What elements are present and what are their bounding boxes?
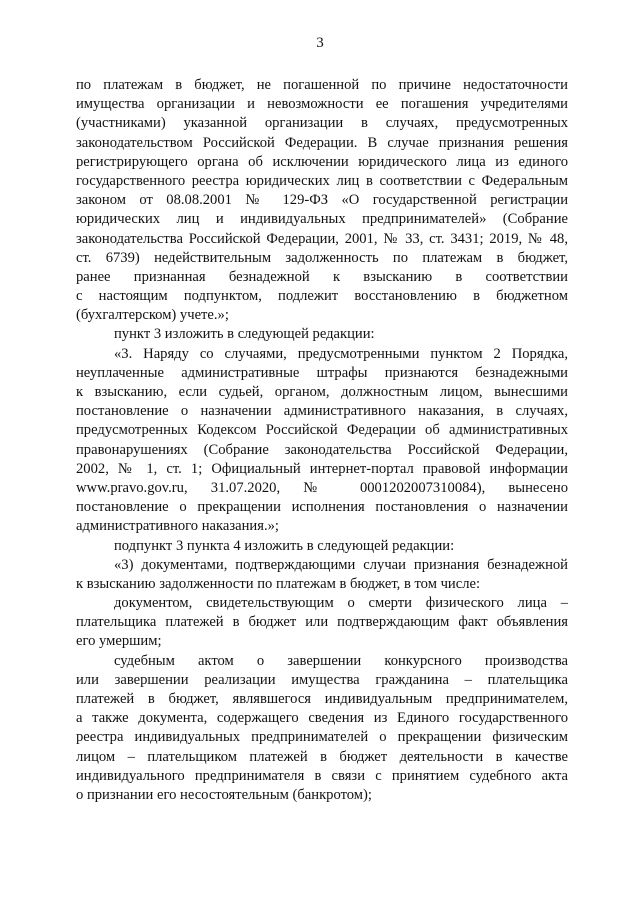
text-line: подпункт 3 пункта 4 изложить в следующей редакции: (114, 537, 455, 554)
text-line: www.pravo.gov.ru, 31.07.2020, № 0001202007310084), вынесено (76, 479, 568, 496)
text-line: юридических лиц и индивидуальных предпринимателей» (Собрание (76, 211, 568, 228)
text-line: его умершим; (76, 633, 162, 650)
page-number: 3 (316, 35, 324, 51)
text-line: «3. Наряду со случаями, предусмотренными пунктом 2 Порядка, (114, 345, 568, 362)
text-line: реестра индивидуальных предпринимателей о прекращении физическим (76, 729, 568, 746)
text-line: с настоящим подпунктом, подлежит восстановлению в бюджетном (76, 288, 568, 305)
text-line: лицом – плательщиком платежей в бюджет деятельности в качестве (76, 748, 568, 765)
text-line: а также документа, содержащего сведения из Единого государственного (76, 710, 568, 727)
text-line: к взысканию, если судьей, органом, должностным лицом, вынесшими (76, 384, 568, 400)
text-line: государственного реестра юридических лиц в соответствии с Федеральным (76, 172, 568, 189)
text-line: платежей в бюджет, являвшегося индивидуальным предпринимателем, (76, 691, 568, 707)
text-line: постановление о прекращении исполнения постановления о назначении (76, 499, 568, 516)
text-line: законом от 08.08.2001 № 129-ФЗ «О государственной регистрации (76, 192, 568, 209)
text-line: предусмотренных Кодексом Российской Федерации об административных (76, 422, 568, 439)
text-line: неуплаченные административные штрафы признаются безнадежными (76, 364, 568, 381)
text-line: индивидуального предпринимателя в связи с принятием судебного акта (76, 767, 568, 784)
text-line: документом, свидетельствующим о смерти физического лица – (114, 595, 568, 612)
text-line: по платежам в бюджет, не погашенной по причине недостаточности (76, 77, 568, 93)
text-line: 2002, № 1, ст. 1; Официальный интернет-портал правовой информации (76, 460, 568, 477)
text-line: административного наказания.»; (76, 518, 279, 535)
text-line: судебным актом о завершении конкурсного производства (114, 652, 568, 669)
text-line: «3) документами, подтверждающими случаи признания безнадежной (114, 556, 568, 573)
text-line: к взысканию задолженности по платежам в бюджет, в том числе: (76, 575, 481, 592)
document-body (76, 76, 568, 805)
text-line: ст. 6739) недействительным задолженность по платежам в бюджет, (76, 249, 568, 266)
text-line: законодательством Российской Федерации. В случае признания решения (76, 134, 568, 151)
text-line: регистрирующего органа об исключении юридического лица из единого (76, 153, 568, 170)
text-line: правонарушениях (Собрание законодательства Российской Федерации, (76, 441, 568, 458)
text-line: (участниками) указанной организации в случаях, предусмотренных (76, 115, 568, 132)
text-line: или завершении реализации имущества гражданина – плательщика (76, 671, 568, 688)
text-line: постановление о назначении административного наказания, в случаях, (76, 403, 568, 420)
text-line: законодательства Российской Федерации, 2001, № 33, ст. 3431; 2019, № 48, (76, 230, 568, 247)
text-line: пункт 3 изложить в следующей редакции: (114, 326, 375, 343)
text-line: плательщика платежей в бюджет или подтверждающим факт объявления (76, 614, 568, 631)
text-line: (бухгалтерском) учете.»; (76, 307, 229, 324)
text-line: ранее признанная безнадежной к взысканию в соответствии (76, 268, 568, 285)
text-line: имущества организации и невозможности ее погашения учредителями (76, 96, 568, 113)
text-line: о признании его несостоятельным (банкротом); (76, 786, 372, 803)
